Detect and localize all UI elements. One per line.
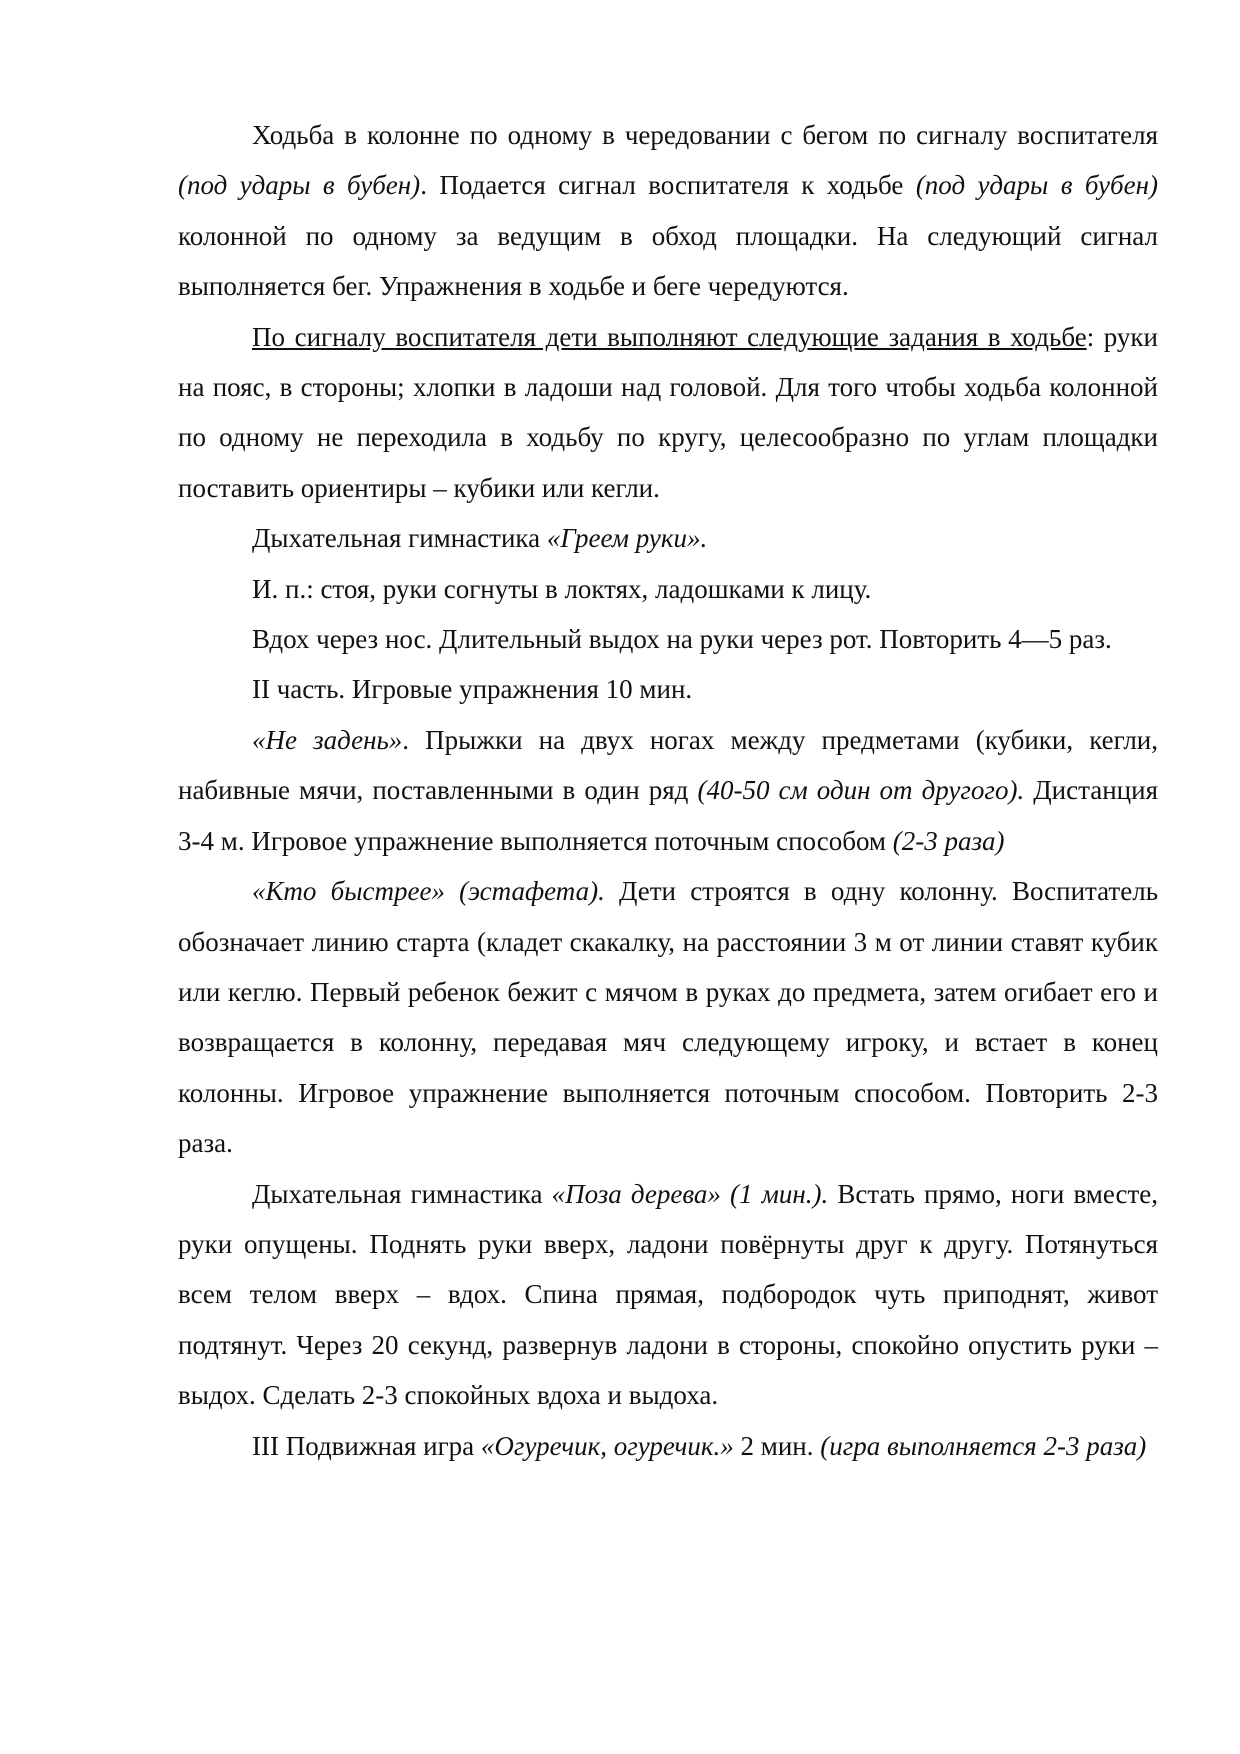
paragraph-dont-touch	[178, 715, 1158, 866]
text-segment: И. п.: стоя, руки согнуты в локтях, ладошками к лицу.	[252, 573, 872, 604]
text-segment: «Греем руки».	[546, 523, 708, 554]
text-segment: колонной по одному за ведущим в обход площадки. На следующий сигнал выполняется бег. Упражнения в ходьбе и беге чередуются.	[178, 220, 1158, 302]
paragraph-signal-tasks	[178, 312, 1158, 514]
text-segment: «Кто быстрее» (эстафета).	[252, 876, 605, 907]
paragraph-part-2	[178, 664, 1158, 714]
text-segment: Дистанция 3-4 м. Игровое упражнение выполняется поточным способом	[178, 775, 1158, 856]
text-segment: 2 мин.	[733, 1430, 821, 1461]
paragraph-breathing-1	[178, 513, 1158, 563]
text-segment: (игра выполняется 2-3 раза)	[820, 1430, 1147, 1461]
document-page	[178, 110, 1158, 1471]
text-segment: По сигналу воспитателя дети выполняют следующие задания в ходьбе	[252, 321, 1087, 352]
text-segment: Ходьба в колонне по одному в чередовании с бегом по сигналу воспитателя	[252, 120, 1158, 150]
text-segment: Дыхательная гимнастика	[252, 1178, 552, 1209]
paragraph-start-position	[178, 564, 1158, 614]
text-segment: (40-50 см один от другого).	[697, 775, 1025, 806]
text-segment: (2-3 раза)	[892, 825, 1005, 856]
paragraph-inhale	[178, 614, 1158, 664]
paragraph-walking	[178, 110, 1158, 312]
paragraph-part-3	[178, 1421, 1158, 1471]
text-segment: «Не задень»	[252, 724, 403, 755]
text-segment: Встать прямо, ноги вместе, руки опущены. Поднять руки вверх, ладони повёрнуты друг к другу. Потянуться всем телом вверх – вдох. Спина прямая, подбородок чуть приподнят, живот подтянут. Через 20 секунд, развернув ладони в стороны, спокойно опустить руки – выдох. Сделать 2-3 спокойных вдоха и выдоха.	[178, 1178, 1158, 1411]
text-segment: Дыхательная гимнастика	[252, 523, 547, 554]
text-segment: (под удары в бубен)	[915, 170, 1158, 201]
text-segment: (под удары в бубен)	[178, 170, 421, 201]
text-segment: «Поза дерева» (1 мин.).	[551, 1178, 829, 1209]
text-segment: III Подвижная игра	[252, 1430, 481, 1461]
text-segment: . Подается сигнал воспитателя к ходьбе	[420, 170, 916, 201]
text-segment: . Прыжки на двух ногах между предметами (кубики, кегли, набивные мячи, поставленными в один ряд	[178, 724, 1159, 806]
text-segment: Дети строятся в одну колонну. Воспитатель обозначает линию старта (кладет скакалку, на расстоянии 3 м от линии ставят кубик или кеглю. Первый ребенок бежит с мячом в руках до предмета, затем огибает его и возвращается в колонну, передавая мяч следующему игроку, и встает в конец колонны. Игровое упражнение выполняется поточным способом. Повторить 2-3 раза.	[178, 876, 1159, 1159]
text-segment: Вдох через нос. Длительный выдох на руки через рот. Повторить 4—5 раз.	[252, 624, 1112, 655]
paragraph-relay	[178, 866, 1158, 1168]
text-segment: : руки на пояс, в стороны; хлопки в ладоши над головой. Для того чтобы ходьба колонной по одному не переходила в ходьбу по кругу, целесообразно по углам площадки поставить ориентиры – кубики или кегли.	[178, 321, 1158, 503]
paragraph-breathing-2	[178, 1169, 1158, 1421]
text-segment: II часть. Игровые упражнения 10 мин.	[252, 674, 693, 705]
text-segment: «Огуречик, огуречик.»	[480, 1430, 734, 1461]
